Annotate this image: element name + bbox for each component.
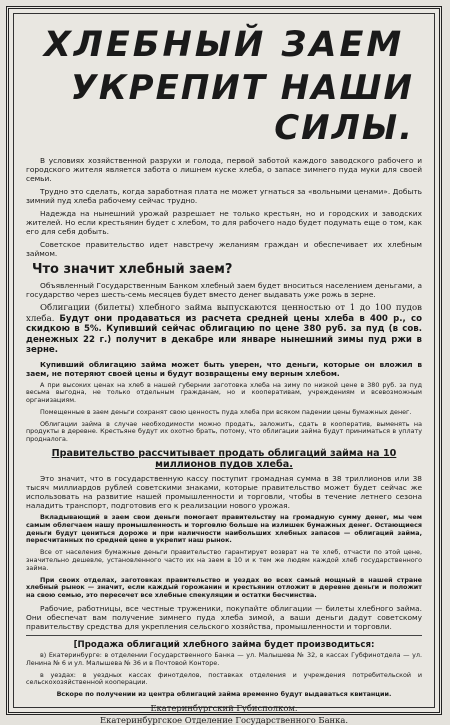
- intro-paragraph: В условиях хозяйственной разрухи и голода, первой заботой каждого заводского рабочего и городского жителя является забота о лишнем куске хлеба, о запасе зимнего пуда муки для своей семьи.: [26, 156, 422, 183]
- paragraph-bonds: [26, 303, 422, 356]
- paragraph-trillions: Это значит, что в государственную кассу поступит громадная сумма в 38 триллионов или 38 тысяч миллиардов рублей советскими знаками, которые правительство может будет сейчас же использовать на развитие нашей промышленности и торговли, чтобы в течение летнего сезона наладить транспорт, подготовив его к реализации нового урожая.: [26, 474, 422, 511]
- intro-paragraph: Советское правительство идет навстречу желаниям граждан и обеспечивает их хлебным займом.: [26, 240, 422, 258]
- small-paragraph: А при высоких ценах на хлеб в нашей губернии заготовка хлеба на зиму по низкой цене в 380 руб. за пуд весьма выгодна, не только отдельным гражданам, но и кооперативам, учреждениям и всевозможным организациям.: [26, 380, 422, 405]
- sales-heading: [Продажа облигаций хлебного займа будет производиться:: [73, 640, 375, 651]
- small-paragraph: Облигации займа в случае необходимости можно продать, заложить, сдать в кооператив, выменять на продукты в деревне. Крестьяне будут их охотно брать, потому, что облигации займа будут приниматься в уплату продналога.: [26, 419, 422, 444]
- section-heading: Что значит хлебный заем?: [32, 262, 233, 277]
- intro-paragraph: Трудно это сделать, когда заработная плата не может угнаться за «вольными ценами». Добыть зимний пуд хлеба рабочему сейчас трудно.: [26, 187, 422, 205]
- poster-frame: [6, 6, 442, 725]
- title-line-2: УКРЕПИТ НАШИ СИЛЫ.: [70, 68, 414, 148]
- small-paragraph: Все от населения бумажные деньги правительство гарантирует возврат на те хлеб, отчасти по этой цене, значительно дешевле, установленного часто их на заем в 10 и к тем же людям каждой хлеб государственного займа.: [26, 548, 422, 572]
- paragraph-buying: Купивший облигацию займа может быть уверен, что деньги, которые он вложил в заем, не потеряют своей цены и будут возвращены ему верным хлебом.: [26, 359, 422, 378]
- signature-executive-committee: Екатеринбургский Губисполком.: [150, 703, 298, 714]
- bonds-sentence-a: Облигации (билеты) хлебного займа выпускаются ценностью от 1 до 100 пудов хлеба.: [26, 303, 422, 324]
- bonds-sentence-b: Будут они продаваться из расчета средней цены хлеба в 400 р., со скидкою в 5%. Купивший сейчас облигацию по цене 380 руб. за пуд (в сов. денежных 22 г.) получит в декабре или январе нынешний зимы пуд ржи в зерне.: [26, 313, 422, 355]
- banner-10-million: Правительство рассчитывает продать облигаций займа на 10 миллионов пудов хлеба.: [51, 448, 397, 471]
- paragraph-invest: Вкладывающий в заем свои деньги помогает правительству на громадную сумму денег, мы чем самым облегчаем нашу промышленность и торговлю больше на излишек бумажных денег. Остающиеся деньги будут цениться дороже и при наличности наибольших хлебных запасов — облигаций займа, пересчитанных по средней цене в укрепит наш рынок.: [26, 513, 422, 545]
- divider: [26, 635, 422, 636]
- sales-line: в уездах: в уездных кассах финотделов, поставках отделения и учреждения потребительской и сельскохозяйственной кооперации.: [26, 670, 422, 687]
- small-paragraph: При своих отделах, заготовках правительство и уездах во всех самый мощный в нашей стране хлебный рынок — значит, если каждый горожанин и крестьянин отложит в деревне деньги и положит на свою семью, это пересечет все хлебные спекуляции и остатки бесчинства.: [26, 575, 422, 600]
- intro-paragraph: Надежда на нынешний урожай разрешает не только крестьян, но и городских и заводских жителей. Но если крестьянин будет с хлебом, то для рабочего надо будет подумать еще о том, как его для себя добыть.: [26, 209, 422, 236]
- sales-line: в) Екатеринбурге: в отделении Государственного Банка — ул. Малышева № 32, в кассах Губфинотдела — ул. Ленина № 6 и ул. Малышева № 36 и в Почтовой Конторе.: [26, 651, 422, 667]
- sales-line: Вскоре по получении из центра облигаций займа временно будут выдаваться квитанции.: [56, 690, 392, 699]
- signature-state-bank: Екатеринбургское Отделение Государственного Банка.: [99, 715, 349, 725]
- intro-section: [26, 156, 422, 258]
- appeal-paragraph: Рабочие, работницы, все честные труженики, покупайте облигации — билеты хлебного займа. Они обеспечат вам получение зимнего пуда хлеба зимой, а ваши деньги дадут советскому правительству средства для укрепления сельского хозяйства, промышленности и торговли.: [26, 604, 422, 632]
- paragraph-what: Объявленный Государственным Банком хлебный заем будет вноситься населением деньгами, а государство через шесть-семь месяцев будет вместо денег выдавать уже рожь в зерне.: [26, 281, 422, 299]
- small-paragraph: Помещенные в заем деньги сохранят свою ценность пуда хлеба при всяком падении цены бумажных денег.: [40, 407, 412, 416]
- poster-body: [13, 13, 435, 725]
- title-line-1: ХЛЕБНЫЙ ЗАЕМ: [43, 25, 405, 65]
